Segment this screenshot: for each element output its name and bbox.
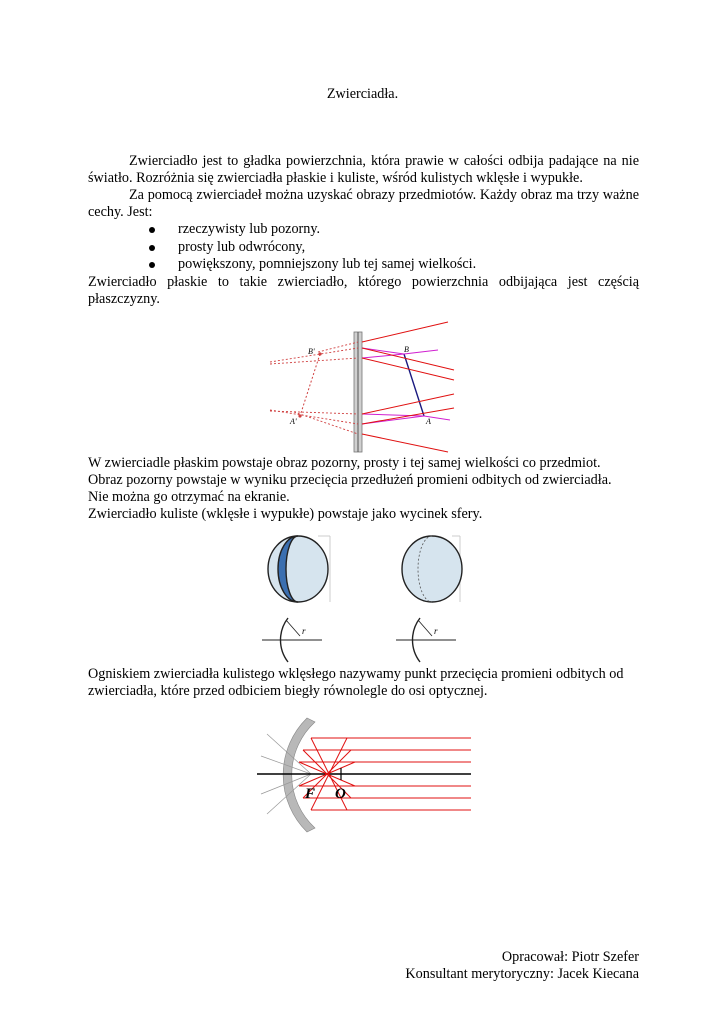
consultant-credit: Konsultant merytoryczny: Jacek Kiecana (405, 966, 639, 982)
convex-mirror-sphere (402, 536, 462, 602)
label-a: A (426, 417, 431, 426)
label-center: O (335, 786, 346, 802)
virtual-image-arrow (300, 354, 320, 416)
intro-section (88, 153, 639, 308)
list-item: prosty lub odwrócony, (88, 239, 639, 257)
reflected-rays (362, 322, 454, 452)
focus-definition-section (88, 666, 639, 700)
bullet-icon (149, 262, 155, 268)
label-focus: F (305, 786, 316, 802)
concave-mirror-sphere (268, 536, 330, 602)
radius-label: r (302, 626, 306, 636)
text-line: Zwierciadło kuliste (wklęsłe i wypukłe) powstaje jako wycinek sfery. (88, 506, 483, 522)
label-b-prime: B' (308, 347, 315, 356)
concave-mirror-focus-diagram (255, 714, 473, 836)
bullet-icon (149, 245, 155, 251)
footer-credits (405, 949, 639, 983)
label-a-prime: A' (290, 417, 297, 426)
object-arrow (404, 354, 424, 416)
text-line: Nie można go otrzymać na ekranie. (88, 489, 290, 505)
list-item: rzeczywisty lub pozorny. (88, 221, 639, 239)
image-features-list (88, 221, 639, 274)
author-credit: Opracował: Piotr Szefer (501, 949, 639, 965)
intro-paragraph-1: Zwierciadło jest to gładka powierzchnia, która prawie w całości odbija padające na nie światło. Rozróżnia się zwierciadła płaskie i kuliste, wśród kulistych wklęsłe i wypukłe. (88, 153, 639, 186)
page-title: Zwierciadła. (326, 86, 399, 102)
radius-label: r (434, 626, 438, 636)
focus-definition: Ogniskiem zwierciadła kulistego wklęsłego nazywamy punkt przecięcia promieni odbitych od zwierciadła, które przed odbiciem biegły równolegle do osi optycznej. (88, 666, 624, 699)
convex-mirror-symbol (396, 618, 456, 662)
list-item: powiększony, pomniejszony lub tej samej wielkości. (88, 256, 639, 274)
intro-paragraph-2: Za pomocą zwierciadeł można uzyskać obrazy przedmiotów. Każdy obraz ma trzy ważne cechy. Jest: (88, 187, 639, 220)
plane-mirror-section (88, 455, 639, 523)
plane-mirror-diagram (268, 318, 458, 454)
spherical-mirrors-diagram (256, 532, 476, 668)
plane-mirror-definition: Zwierciadło płaskie to takie zwierciadło, którego powierzchnia odbijająca jest częścią płaszczyzny. (88, 273, 639, 307)
concave-mirror-symbol (262, 618, 322, 662)
text-line: Obraz pozorny powstaje w wyniku przecięcia przedłużeń promieni odbitych od zwierciadła. (88, 472, 612, 488)
text-line: W zwierciadle płaskim powstaje obraz pozorny, prosty i tej samej wielkości co przedmiot. (88, 455, 601, 471)
label-b: B (404, 345, 409, 354)
bullet-icon (149, 227, 155, 233)
